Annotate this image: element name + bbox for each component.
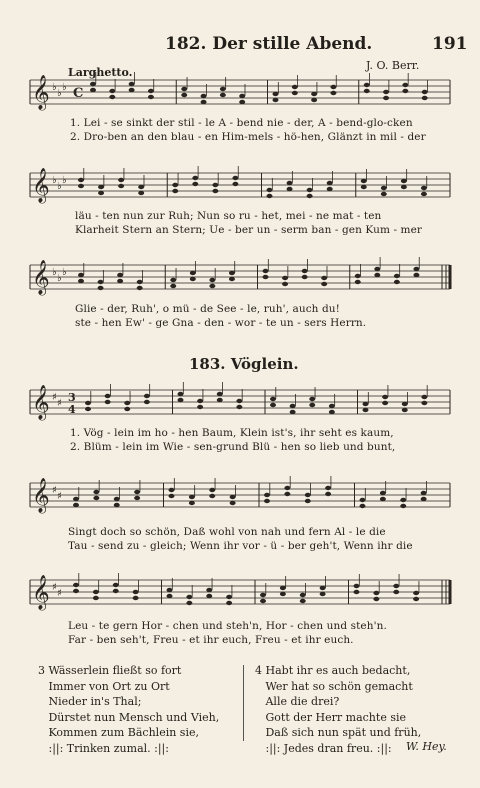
- note-head: [264, 493, 270, 497]
- note-head: [98, 286, 104, 290]
- note-head: [85, 407, 91, 411]
- flat-sign: ♭: [57, 273, 62, 284]
- note-head: [78, 279, 84, 283]
- note-head: [260, 599, 266, 603]
- note-head: [284, 492, 290, 496]
- note-head: [137, 280, 143, 284]
- composer: J. O. Berr.: [366, 59, 420, 72]
- note-head: [73, 583, 79, 587]
- lyrics-182-1-verse1: 1. Lei - se sinkt der stil - le A - bend nie - der, A - bend-glo-cken: [70, 117, 413, 129]
- lyrics-183-3-verse1: Leu - te gern Hor - chen und steh'n, Hor - chen und steh'n.: [68, 620, 387, 632]
- time-signature-top: 3: [68, 391, 76, 404]
- note-head: [380, 497, 386, 501]
- note-head: [133, 596, 139, 600]
- flat-sign: ♭: [57, 181, 62, 192]
- note-head: [329, 404, 335, 408]
- stanza-4: 4 Habt ihr es auch bedacht, Wer hat so schön gemacht Alle die drei? Gott der Herr machte sie Daß sich nun spät und früh, :||: Jedes dran freu. :||:: [255, 664, 422, 755]
- note-head: [363, 402, 369, 406]
- note-head: [186, 601, 192, 605]
- note-head: [320, 592, 326, 596]
- staff-183-2: [30, 478, 450, 513]
- note-head: [192, 176, 198, 180]
- note-head: [354, 590, 360, 594]
- note-head: [217, 398, 223, 402]
- note-head: [201, 94, 207, 98]
- note-head: [311, 98, 317, 102]
- note-head: [192, 182, 198, 186]
- note-head: [209, 488, 215, 492]
- note-head: [260, 593, 266, 597]
- note-head: [355, 274, 361, 278]
- note-head: [133, 590, 139, 594]
- note-head: [383, 96, 389, 100]
- treble-clef: 𝄞: [32, 260, 50, 295]
- note-head: [400, 498, 406, 502]
- note-head: [226, 595, 232, 599]
- note-head: [263, 275, 269, 279]
- note-head: [354, 584, 360, 588]
- note-head: [170, 284, 176, 288]
- note-head: [93, 590, 99, 594]
- note-head: [300, 599, 306, 603]
- note-head: [212, 189, 218, 193]
- note-head: [109, 95, 115, 99]
- flat-sign: ♭: [57, 88, 62, 99]
- note-head: [229, 271, 235, 275]
- note-head: [302, 269, 308, 273]
- note-head: [220, 87, 226, 91]
- lyrics-182-2-verse2: Klarheit Stern an Stern; Ue - ber un - serm ban - gen Kum - mer: [75, 224, 423, 236]
- note-head: [189, 495, 195, 499]
- treble-clef: 𝄞: [32, 168, 50, 203]
- note-head: [402, 89, 408, 93]
- note-head: [421, 491, 427, 495]
- note-head: [134, 490, 140, 494]
- lyrics-182-2-verse1: läu - ten nun zur Ruh; Nun so ru - het, mei - ne mat - ten: [75, 210, 382, 222]
- note-head: [236, 399, 242, 403]
- note-head: [321, 282, 327, 286]
- note-head: [172, 189, 178, 193]
- note-head: [292, 85, 298, 89]
- staff-182-1: [30, 75, 450, 110]
- note-head: [113, 589, 119, 593]
- note-head: [361, 185, 367, 189]
- note-head: [287, 187, 293, 191]
- note-head: [394, 280, 400, 284]
- note-head: [282, 276, 288, 280]
- note-head: [325, 492, 331, 496]
- note-head: [364, 89, 370, 93]
- note-head: [330, 91, 336, 95]
- stanza-3: 3 Wässerlein fließt so fort Immer von Ort zu Ort Nieder in's Thal; Dürstet nun Mensch und Vieh, Kommen zum Bächlein sie, :||: Trinken zumal. :||:: [38, 664, 220, 755]
- hymn-182-title: 182. Der stille Abend.: [165, 34, 373, 54]
- flat-sign: ♭: [62, 82, 67, 93]
- note-head: [105, 400, 111, 404]
- note-head: [374, 273, 380, 277]
- note-head: [90, 88, 96, 92]
- note-head: [105, 394, 111, 398]
- sharp-sign: ♯: [57, 398, 62, 409]
- note-head: [117, 279, 123, 283]
- note-head: [229, 277, 235, 281]
- treble-clef: 𝄞: [32, 385, 50, 420]
- note-head: [209, 494, 215, 498]
- lyrics-183-2-verse2: Tau - send zu - gleich; Wenn ihr vor - ü - ber geh't, Wenn ihr die: [68, 540, 413, 552]
- note-head: [144, 394, 150, 398]
- note-head: [402, 83, 408, 87]
- note-head: [309, 397, 315, 401]
- page-number: 191: [432, 34, 468, 54]
- note-head: [320, 586, 326, 590]
- treble-clef: 𝄞: [32, 478, 50, 513]
- note-head: [363, 408, 369, 412]
- note-head: [325, 486, 331, 490]
- sharp-sign: ♯: [52, 485, 57, 496]
- note-head: [280, 592, 286, 596]
- note-head: [206, 594, 212, 598]
- note-head: [209, 278, 215, 282]
- note-head: [78, 184, 84, 188]
- note-head: [209, 284, 215, 288]
- flat-sign: ♭: [62, 267, 67, 278]
- note-head: [282, 282, 288, 286]
- flat-sign: ♭: [62, 175, 67, 186]
- note-head: [118, 178, 124, 182]
- note-head: [401, 185, 407, 189]
- note-head: [321, 276, 327, 280]
- note-head: [393, 590, 399, 594]
- sharp-sign: ♯: [57, 588, 62, 599]
- staff-183-3: [30, 575, 450, 610]
- lyrics-183-1-verse2: 2. Blüm - lein im Wie - sen-grund Blü - hen so lieb und bunt,: [70, 441, 396, 453]
- note-head: [189, 501, 195, 505]
- note-head: [73, 589, 79, 593]
- note-head: [230, 495, 236, 499]
- note-head: [129, 88, 135, 92]
- note-head: [394, 274, 400, 278]
- flat-sign: ♭: [52, 267, 57, 278]
- staff-182-2: [30, 168, 450, 203]
- note-head: [170, 278, 176, 282]
- note-head: [117, 273, 123, 277]
- note-head: [93, 596, 99, 600]
- staff-182-3: [30, 260, 450, 295]
- treble-clef: 𝄞: [32, 575, 50, 610]
- note-head: [361, 179, 367, 183]
- note-head: [402, 408, 408, 412]
- note-head: [383, 90, 389, 94]
- note-head: [364, 83, 370, 87]
- lyrics-182-3-verse1: Glie - der, Ruh', o mü - de See - le, ruh', auch du!: [75, 303, 340, 315]
- lyrics-183-2-verse1: Singt doch so schön, Daß wohl von nah und fern Al - le die: [68, 526, 386, 538]
- note-head: [413, 273, 419, 277]
- note-head: [212, 183, 218, 187]
- note-head: [284, 486, 290, 490]
- note-head: [169, 488, 175, 492]
- note-head: [360, 504, 366, 508]
- treble-clef: 𝄞: [32, 75, 50, 110]
- note-head: [305, 493, 311, 497]
- note-head: [267, 188, 273, 192]
- note-head: [327, 181, 333, 185]
- note-head: [311, 92, 317, 96]
- note-head: [373, 597, 379, 601]
- note-head: [134, 496, 140, 500]
- note-head: [302, 275, 308, 279]
- note-head: [167, 588, 173, 592]
- lyrics-183-1-verse1: 1. Vög - lein im ho - hen Baum, Klein ist's, ihr seht es kaum,: [70, 427, 394, 439]
- flat-sign: ♭: [52, 82, 57, 93]
- note-head: [167, 594, 173, 598]
- note-head: [329, 410, 335, 414]
- note-head: [401, 179, 407, 183]
- author: W. Hey.: [406, 740, 447, 753]
- note-head: [382, 401, 388, 405]
- note-head: [373, 591, 379, 595]
- note-head: [201, 100, 207, 104]
- note-head: [124, 407, 130, 411]
- note-head: [197, 399, 203, 403]
- note-head: [380, 491, 386, 495]
- time-signature-bottom: 4: [68, 403, 76, 416]
- note-head: [232, 176, 238, 180]
- note-head: [327, 187, 333, 191]
- note-head: [85, 401, 91, 405]
- note-head: [273, 98, 279, 102]
- note-head: [263, 269, 269, 273]
- hymn-183-title: 183. Vöglein.: [189, 355, 299, 373]
- note-head: [413, 597, 419, 601]
- note-head: [217, 392, 223, 396]
- flat-sign: ♭: [52, 175, 57, 186]
- note-head: [197, 405, 203, 409]
- note-head: [355, 280, 361, 284]
- note-head: [138, 185, 144, 189]
- note-head: [181, 87, 187, 91]
- note-head: [73, 503, 79, 507]
- note-head: [93, 490, 99, 494]
- note-head: [124, 401, 130, 405]
- note-head: [178, 392, 184, 396]
- column-divider: [243, 665, 244, 741]
- note-head: [374, 267, 380, 271]
- note-head: [114, 503, 120, 507]
- note-head: [421, 395, 427, 399]
- staff-183-1: [30, 385, 450, 420]
- note-head: [413, 591, 419, 595]
- note-head: [98, 280, 104, 284]
- common-time: C: [73, 86, 84, 101]
- note-head: [267, 194, 273, 198]
- note-head: [290, 404, 296, 408]
- note-head: [109, 89, 115, 93]
- note-head: [270, 397, 276, 401]
- note-head: [421, 186, 427, 190]
- sharp-sign: ♯: [52, 582, 57, 593]
- note-head: [172, 183, 178, 187]
- note-head: [287, 181, 293, 185]
- note-head: [400, 504, 406, 508]
- sharp-sign: ♯: [52, 392, 57, 403]
- note-head: [413, 267, 419, 271]
- note-head: [422, 90, 428, 94]
- note-head: [273, 92, 279, 96]
- note-head: [93, 496, 99, 500]
- note-head: [230, 501, 236, 505]
- note-head: [181, 93, 187, 97]
- note-head: [78, 178, 84, 182]
- note-head: [421, 497, 427, 501]
- note-head: [381, 186, 387, 190]
- note-head: [186, 595, 192, 599]
- note-head: [330, 85, 336, 89]
- note-head: [421, 192, 427, 196]
- note-head: [190, 271, 196, 275]
- note-head: [90, 82, 96, 86]
- note-head: [307, 194, 313, 198]
- note-head: [118, 184, 124, 188]
- note-head: [422, 96, 428, 100]
- note-head: [169, 494, 175, 498]
- sharp-sign: ♯: [57, 491, 62, 502]
- note-head: [137, 286, 143, 290]
- note-head: [307, 188, 313, 192]
- note-head: [114, 497, 120, 501]
- note-head: [290, 410, 296, 414]
- note-head: [220, 93, 226, 97]
- note-head: [239, 100, 245, 104]
- note-head: [190, 277, 196, 281]
- note-head: [178, 398, 184, 402]
- note-head: [402, 402, 408, 406]
- note-head: [206, 588, 212, 592]
- note-head: [98, 191, 104, 195]
- note-head: [148, 95, 154, 99]
- note-head: [78, 273, 84, 277]
- note-head: [393, 584, 399, 588]
- note-head: [360, 498, 366, 502]
- note-head: [144, 400, 150, 404]
- note-head: [421, 401, 427, 405]
- note-head: [129, 82, 135, 86]
- tempo-marking: Larghetto.: [68, 66, 133, 79]
- note-head: [280, 586, 286, 590]
- note-head: [309, 403, 315, 407]
- lyrics-182-3-verse2: ste - hen Ew' - ge Gna - den - wor - te un - sers Herrn.: [75, 317, 367, 329]
- note-head: [98, 185, 104, 189]
- note-head: [239, 94, 245, 98]
- note-head: [382, 395, 388, 399]
- note-head: [226, 601, 232, 605]
- lyrics-182-1-verse2: 2. Dro-ben an den blau - en Him-mels - hö-hen, Glänzt in mil - der: [70, 131, 426, 143]
- note-head: [300, 593, 306, 597]
- note-head: [264, 499, 270, 503]
- note-head: [381, 192, 387, 196]
- note-head: [138, 191, 144, 195]
- note-head: [236, 405, 242, 409]
- note-head: [73, 497, 79, 501]
- note-head: [292, 91, 298, 95]
- note-head: [113, 583, 119, 587]
- note-head: [232, 182, 238, 186]
- note-head: [148, 89, 154, 93]
- lyrics-183-3-verse2: Far - ben seh't, Freu - et ihr euch, Freu - et ihr euch.: [68, 634, 354, 646]
- note-head: [270, 403, 276, 407]
- note-head: [305, 499, 311, 503]
